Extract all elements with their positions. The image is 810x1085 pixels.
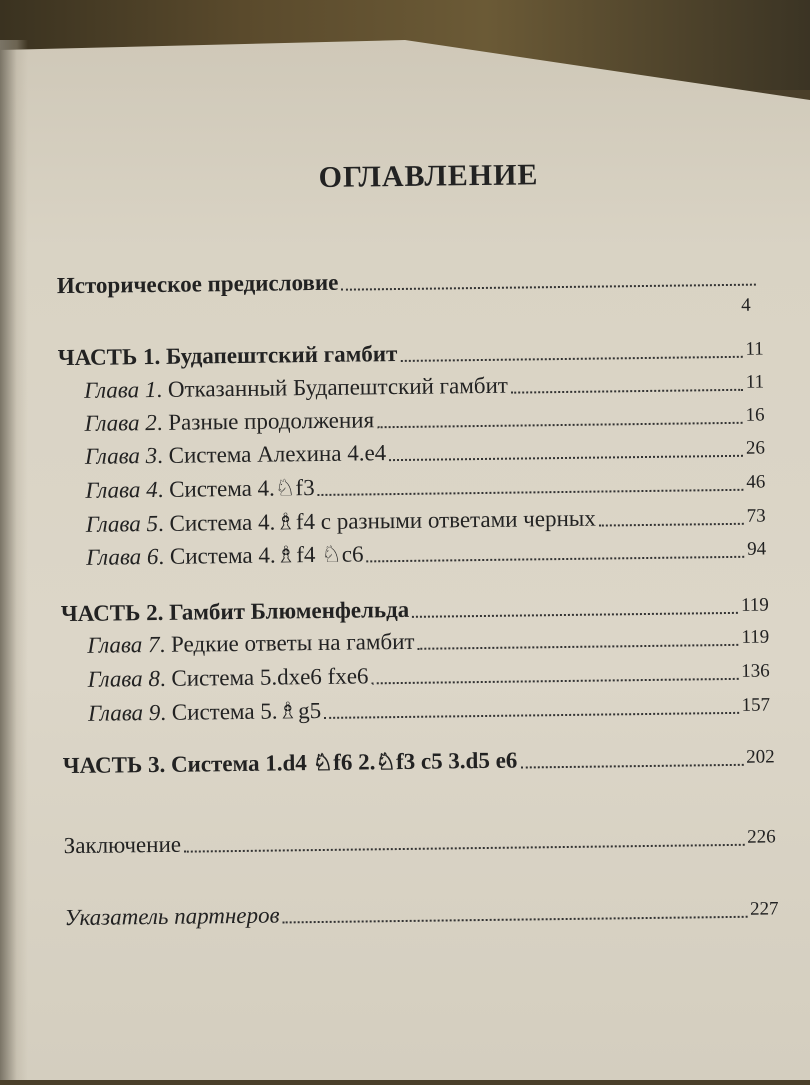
dot-leader <box>520 764 743 769</box>
entry-label: Заключение <box>63 831 182 859</box>
page-title: ОГЛАВЛЕНИЕ <box>318 158 539 194</box>
page-number: 119 <box>740 594 769 616</box>
dot-leader <box>372 678 739 684</box>
dot-leader <box>324 712 738 719</box>
toc-entry-chapter-4 <box>85 469 765 505</box>
page-number: 73 <box>746 505 766 527</box>
chapter-number: Глава 6 <box>86 543 159 570</box>
dot-leader <box>377 422 742 428</box>
page-number: 226 <box>747 826 776 848</box>
page-number: 26 <box>745 437 766 459</box>
chapter-number: Глава 9 <box>87 699 161 726</box>
page-number: 11 <box>745 371 765 393</box>
page-number: 46 <box>746 471 766 493</box>
chapter-title: . Система 4.♗f4 с разными ответами черных <box>157 505 596 536</box>
chapter-title: . Система Алехина 4.e4 <box>157 440 387 468</box>
toc-page-preface <box>741 292 751 320</box>
page-number: 227 <box>749 898 779 920</box>
toc-entry-chapter-1 <box>84 369 764 405</box>
dot-leader <box>367 556 745 563</box>
entry-label: ЧАСТЬ 2. Гамбит Блюменфельда <box>60 596 410 627</box>
toc-entry-index <box>64 895 778 932</box>
dot-leader <box>412 612 738 618</box>
chapter-title: . Отказанный Будапештский гамбит <box>156 372 509 402</box>
chapter-number: Глава 7 <box>87 631 160 658</box>
entry-label: ЧАСТЬ 3. Система 1.d4 ♘f6 2.♘f3 c5 3.d5 e6 <box>62 747 518 779</box>
dot-leader <box>389 455 743 461</box>
chapter-title: . Система 5.dxe6 fxe6 <box>159 663 369 691</box>
toc-entry-preface <box>57 264 759 301</box>
toc-entry-chapter-8 <box>88 657 770 693</box>
dot-leader <box>511 389 743 394</box>
toc-entry-conclusion <box>64 823 776 860</box>
chapter-number: Глава 3 <box>84 442 158 469</box>
toc-entry-chapter-5 <box>86 503 766 539</box>
chapter-title: . Система 4.♗f4 ♘c6 <box>158 541 364 569</box>
toc-entry-chapter-6 <box>86 536 766 572</box>
toc-entry-chapter-2 <box>84 402 764 438</box>
toc-entry-chapter-9 <box>88 691 770 727</box>
toc-entry-chapter-7 <box>87 623 769 659</box>
page-number: 16 <box>745 404 765 426</box>
toc-entry-chapter-3 <box>85 435 765 471</box>
chapter-title: . Система 5.♗g5 <box>160 697 322 725</box>
toc-entry-part-2 <box>61 591 769 628</box>
chapter-number: Глава 4 <box>85 476 158 503</box>
entry-label: Историческое предисловие <box>56 269 339 299</box>
toc-entry-part-1 <box>58 336 764 373</box>
dot-leader <box>599 523 744 527</box>
page-number: 94 <box>747 538 767 560</box>
dot-leader <box>283 916 748 924</box>
chapter-number: Глава 1 <box>83 376 157 403</box>
toc-entry-part-3 <box>63 743 775 780</box>
chapter-title: . Редкие ответы на гамбит <box>159 628 415 657</box>
dot-leader <box>184 844 744 853</box>
chapter-title: . Разные продолжения <box>156 407 375 435</box>
dot-leader <box>418 644 739 650</box>
chapter-number: Глава 2 <box>84 409 157 436</box>
entry-label: ЧАСТЬ 1. Будапештский гамбит <box>57 341 398 371</box>
chapter-number: Глава 5 <box>85 510 159 537</box>
chapter-number: Глава 8 <box>87 665 161 692</box>
entry-label: Указатель партнеров <box>64 902 280 931</box>
page-number: 202 <box>746 746 775 768</box>
chapter-title: . Система 4.♘f3 <box>157 475 315 502</box>
page-number: 119 <box>741 626 770 648</box>
dot-leader <box>341 284 756 291</box>
dot-leader <box>318 489 744 496</box>
dot-leader <box>400 356 742 362</box>
page-number: 157 <box>741 694 771 716</box>
page-number: 11 <box>745 338 764 360</box>
page-number: 4 <box>741 294 751 316</box>
page-number: 136 <box>741 660 770 682</box>
